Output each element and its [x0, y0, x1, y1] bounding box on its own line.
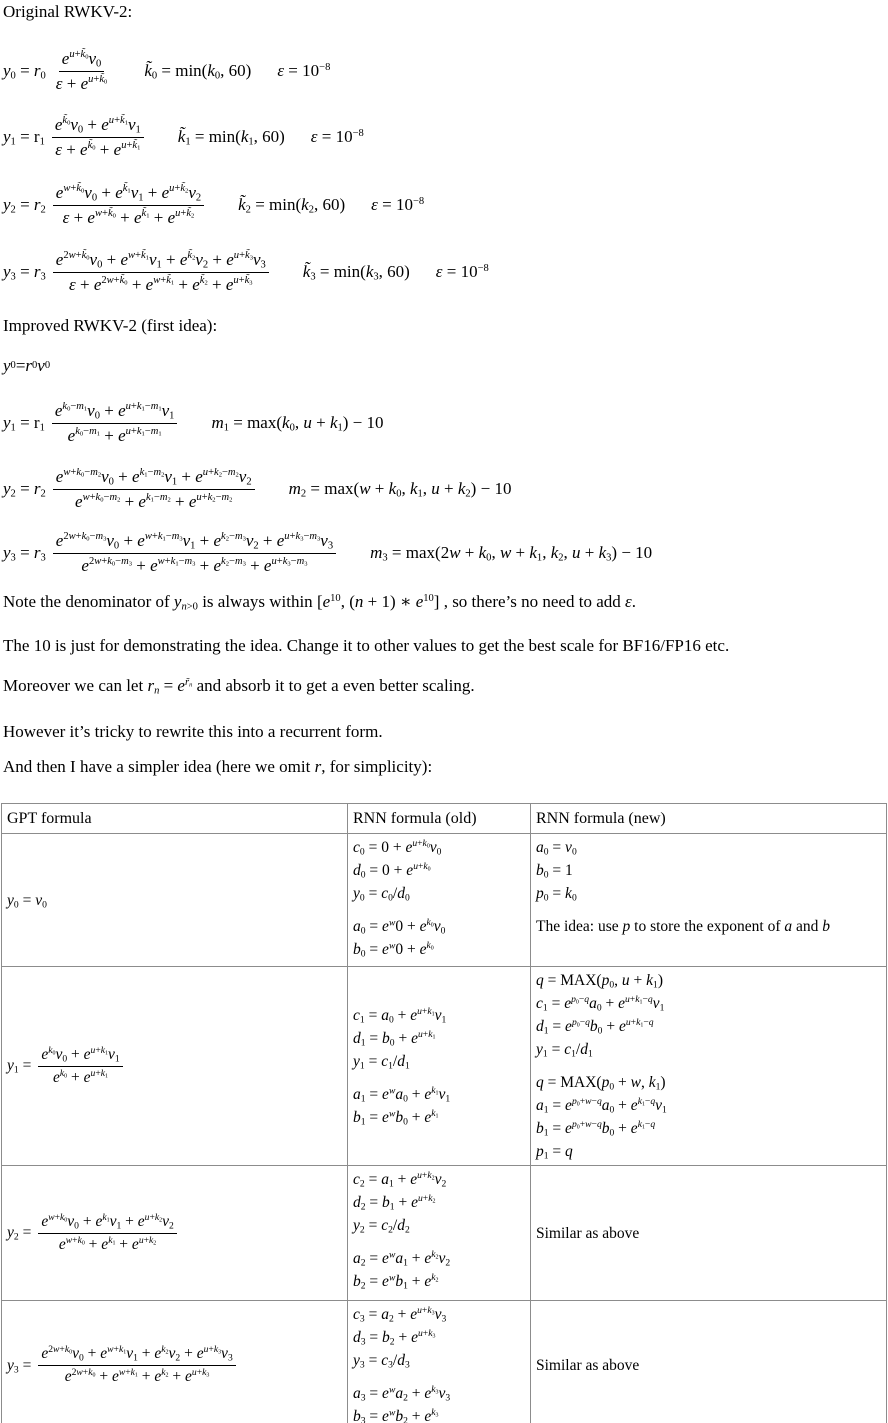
- numerator: $e^{w+k̃_0}v_0 + e^{k̃_1}v_1 + e^{u+k̃_2}v_2$: [53, 183, 204, 206]
- formula-line: $b_1 = e^wb_0 + e^{k_1}$: [353, 1107, 439, 1127]
- denominator: $e^{w+k_0} + e^{k_1} + e^{u+k_2}$: [58, 1234, 157, 1253]
- equation-lhs: $y_3 = r_3$: [3, 543, 46, 564]
- formula-line: $y_0 = v_0$: [7, 891, 47, 910]
- equation-condition: $k̃_1 = \min(k_1$, 60): [177, 127, 285, 148]
- fraction: [52, 115, 144, 160]
- fraction: [53, 250, 269, 295]
- section-title-improved: Improved RWKV-2 (first idea):: [3, 316, 218, 335]
- fraction: [38, 1345, 235, 1386]
- note-simpler-idea: And then I have a simpler idea (here we omit r, for simplicity):: [3, 757, 433, 776]
- numerator: $e^{w+k_0}v_0 + e^{k_1}v_1 + e^{u+k_2}v_2$: [38, 1213, 176, 1234]
- formula-line: $p_0 = k_0$: [536, 885, 577, 904]
- formula-line: $b_0 = 1$: [536, 862, 573, 881]
- numerator: $e^{k_0}v_0 + e^{u+k_1}v_1$: [38, 1046, 122, 1067]
- note-absorb-r: Moreover we can let $r_n = e^{r̃_n}$ and absorb it to get a even better scaling.: [3, 676, 475, 697]
- table-row: [2, 967, 887, 1166]
- equation-lhs: $y_0 = r_0$: [3, 61, 46, 82]
- formula-line: $q = MAX(p_0$, $u + k_1$): [536, 972, 663, 991]
- equation-original-y1: [3, 108, 364, 166]
- formula-line: $d_0 = 0 + e^{u+k_0}$: [353, 861, 431, 881]
- equation-lhs: $y_1 = r_1$: [3, 127, 45, 148]
- column-header-rnn-new: RNN formula (new): [531, 804, 887, 834]
- equation-original-y0: [3, 42, 330, 100]
- formula-line: $a_2 = e^wa_1 + e^{k_2}v_2$: [353, 1249, 451, 1269]
- numerator: $e^{2w+k̃_0}v_0 + e^{w+k̃_1}v_1 + e^{k̃_2}v_2 + e^{u+k̃_3}v_3$: [53, 250, 269, 273]
- fraction: [53, 531, 336, 576]
- formula-line: $b_1 = e^{p_0+w-q}b_0 + e^{k_1-q}$: [536, 1119, 656, 1139]
- denominator: $e^{k_0} + e^{u+k_1}$: [53, 1067, 108, 1086]
- note-denominator: Note the denominator of $y_{n>0}$ is always within [$e^{10}$, (n + 1) ∗ $e^{10}$] , so there’s no need to add ε.: [3, 592, 636, 613]
- equation-lhs: $y_3$ =: [7, 1356, 32, 1375]
- table-header-row: [2, 804, 887, 834]
- equation-lhs: $y_3 = r_3$: [3, 262, 46, 283]
- formula-line: $a_0 = v_0$: [536, 839, 577, 858]
- numerator: $e^{2w+k_0}v_0 + e^{w+k_1}v_1 + e^{k_2}v_2 + e^{u+k_3}v_3$: [38, 1345, 235, 1366]
- denominator: $\varepsilon + e^{2w+k̃_0} + e^{w+k̃_1} + e^{k̃_2} + e^{u+k̃_3}$: [69, 274, 253, 294]
- blank-line: [353, 1237, 525, 1247]
- denominator: $e^{2w+k_0-m_3} + e^{w+k_1-m_3} + e^{k_2-m_3} + e^{u+k_3-m_3}$: [81, 555, 308, 575]
- epsilon-value: $\varepsilon = 10^{-8}$: [435, 262, 489, 281]
- column-header-rnn-old: RNN formula (old): [348, 804, 531, 834]
- epsilon-value: $\varepsilon = 10^{-8}$: [371, 195, 425, 214]
- formula-line: $y_1 = c_1/d_1$: [536, 1041, 593, 1060]
- fraction: [53, 49, 111, 94]
- formula-line: $d_1 = e^{p_0-q}b_0 + e^{u+k_1-q}$: [536, 1017, 654, 1037]
- denominator: $\varepsilon + e^{w+k̃_0} + e^{k̃_1} + e^{u+k̃_2}$: [62, 207, 195, 227]
- equation-condition: $m_2 = \max(w + k_0$, $k_1$, $u + k_2) - 10$: [288, 479, 512, 500]
- equation-lhs: $y_2 = r_2$: [3, 479, 46, 500]
- denominator: $\varepsilon + e^{u+k̃_0}$: [55, 73, 108, 93]
- formula-line: $q = MAX(p_0 + w$, $k_1$): [536, 1074, 666, 1093]
- numerator: $e^{k̃_0}v_0 + e^{u+k̃_1}v_1$: [52, 115, 144, 138]
- equation-condition: $k̃_0 = \min(k_0$, 60): [144, 61, 252, 82]
- equation-lhs: $y_1$ =: [7, 1057, 32, 1076]
- equation-improved-y0: y 0 = r 0 v 0: [3, 356, 51, 375]
- fraction: [52, 401, 178, 446]
- cell-gpt-formula: [2, 1166, 348, 1301]
- equation-improved-y1: [3, 394, 384, 452]
- cell-rnn-formula-old: [348, 1301, 531, 1423]
- fraction: [53, 467, 255, 512]
- blank-line: [353, 905, 525, 915]
- denominator: $\varepsilon + e^{k̃_0} + e^{u+k̃_1}$: [55, 139, 141, 159]
- equation-condition: $m_3 = \max(2w + k_0$, $w + k_1$, $k_2$, $u + k_3) - 10$: [370, 543, 653, 564]
- numerator: $e^{w+k_0-m_2}v_0 + e^{k_1-m_2}v_1 + e^{u+k_2-m_2}v_2$: [53, 467, 255, 490]
- cell-rnn-formula-new: [531, 1301, 887, 1423]
- cell-gpt-formula: [2, 834, 348, 967]
- formula-line: $y_2 = c_2/d_2$: [353, 1217, 410, 1236]
- formula-line: $y_3 = c_3/d_3$: [353, 1352, 410, 1371]
- equation-lhs: $y_1 = r_1$: [3, 413, 45, 434]
- formula-line: $d_2 = b_1 + e^{u+k_2}$: [353, 1193, 436, 1213]
- text-line: Similar as above: [536, 1357, 640, 1374]
- equation-original-y2: [3, 176, 424, 234]
- cell-rnn-formula-old: [348, 834, 531, 967]
- formula-line: $y_0 = c_0/d_0$: [353, 885, 410, 904]
- blank-line: [536, 905, 881, 915]
- equation: [7, 1345, 342, 1386]
- formula-line: $d_1 = b_0 + e^{u+k_1}$: [353, 1028, 436, 1048]
- text-line: Similar as above: [536, 1224, 640, 1242]
- blank-line: [353, 1073, 525, 1083]
- blank-line: [353, 1372, 525, 1382]
- equation-lhs: $y_2$ =: [7, 1224, 32, 1243]
- equation-improved-y3: [3, 524, 652, 582]
- denominator: $e^{w+k_0-m_2} + e^{k_1-m_2} + e^{u+k_2-m_2}$: [75, 491, 233, 511]
- equation-improved-y2: [3, 460, 511, 518]
- table-row: [2, 834, 887, 967]
- equation: [7, 1046, 342, 1087]
- formula-line: $p_1 = q$: [536, 1143, 573, 1162]
- formula-line: $a_3 = e^wa_2 + e^{k_3}v_3$: [353, 1384, 451, 1404]
- formula-line: $c_1 = e^{p_0-q}a_0 + e^{u+k_1-q}v_1$: [536, 994, 665, 1014]
- equation-condition: $m_1 = \max(k_0$, $u + k_1) - 10$: [211, 413, 384, 434]
- column-header-gpt-formula: GPT formula: [2, 804, 348, 834]
- formula-line: $y_1 = c_1/d_1$: [353, 1052, 410, 1071]
- formula-line: $b_2 = e^wb_1 + e^{k_2}$: [353, 1272, 439, 1292]
- formula-line: $d_3 = b_2 + e^{u+k_3}$: [353, 1328, 436, 1348]
- cell-rnn-formula-new: [531, 834, 887, 967]
- fraction: [38, 1213, 176, 1254]
- formula-line: $a_1 = e^wa_0 + e^{k_1}v_1$: [353, 1084, 451, 1104]
- cell-rnn-formula-old: [348, 1166, 531, 1301]
- cell-gpt-formula: [2, 1301, 348, 1423]
- formula-line: The idea: use p to store the exponent of a and b: [536, 918, 831, 935]
- note-ten-scale: The 10 is just for demonstrating the idea. Change it to other values to get the best scale for BF16/FP16 etc.: [3, 636, 730, 655]
- blank-line: [536, 1061, 881, 1071]
- equation-condition: $k̃_2 = \min(k_2$, 60): [238, 195, 346, 216]
- note-tricky: However it’s tricky to rewrite this into a recurrent form.: [3, 722, 383, 741]
- equation-condition: $k̃_3 = \min(k_3$, 60): [302, 262, 410, 283]
- numerator: $e^{k_0-m_1}v_0 + e^{u+k_1-m_1}v_1$: [52, 401, 178, 424]
- equation-original-y3: [3, 243, 489, 301]
- denominator: $e^{k_0-m_1} + e^{u+k_1-m_1}$: [67, 425, 162, 445]
- cell-rnn-formula-new: [531, 967, 887, 1166]
- denominator: $e^{2w+k_0} + e^{w+k_1} + e^{k_2} + e^{u+k_3}$: [64, 1367, 210, 1385]
- section-title-original: Original RWKV-2:: [3, 2, 133, 21]
- equation-lhs: $y_2 = r_2$: [3, 195, 46, 216]
- cell-rnn-formula-new: [531, 1166, 887, 1301]
- fraction: [53, 183, 204, 228]
- formula-line: $c_1 = a_0 + e^{u+k_1}v_1$: [353, 1005, 447, 1025]
- formula-line: $c_0 = 0 + e^{u+k_0}v_0$: [353, 838, 442, 858]
- epsilon-value: $\varepsilon = 10^{-8}$: [277, 61, 331, 80]
- formula-line: $b_3 = e^wb_2 + e^{k_3}$: [353, 1407, 439, 1423]
- epsilon-value: $\varepsilon = 10^{-8}$: [310, 127, 364, 146]
- cell-rnn-formula-old: [348, 967, 531, 1166]
- formulas-table: [1, 803, 887, 1423]
- table-row: [2, 1166, 887, 1301]
- cell-gpt-formula: [2, 967, 348, 1166]
- formula-line: $a_1 = e^{p_0+w-q}a_0 + e^{k_1-q}v_1$: [536, 1096, 667, 1116]
- numerator: $e^{2w+k_0-m_3}v_0 + e^{w+k_1-m_3}v_1 + e^{k_2-m_3}v_2 + e^{u+k_3-m_3}v_3$: [53, 531, 336, 554]
- fraction: [38, 1046, 122, 1087]
- formula-line: $c_2 = a_1 + e^{u+k_2}v_2$: [353, 1170, 447, 1190]
- equation: [7, 1213, 342, 1254]
- formula-line: $a_0 = e^w0 + e^{k_0}v_0$: [353, 917, 446, 937]
- formula-line: $b_0 = e^w0 + e^{k_0}$: [353, 940, 434, 960]
- numerator: $e^{u+k̃_0}v_0$: [59, 49, 105, 72]
- formula-line: $c_3 = a_2 + e^{u+k_3}v_3$: [353, 1305, 447, 1325]
- table-row: [2, 1301, 887, 1423]
